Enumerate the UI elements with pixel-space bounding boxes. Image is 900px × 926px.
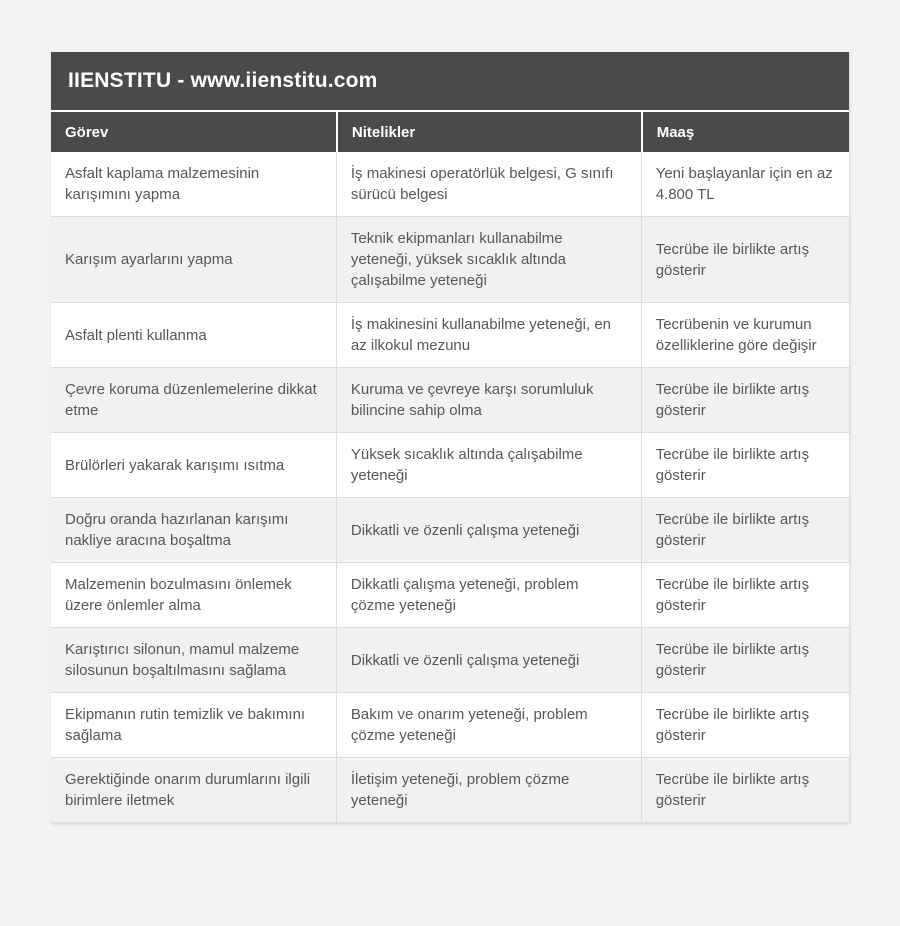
cell-gorev: Çevre koruma düzenlemelerine dikkat etme xyxy=(65,381,317,419)
cell-gorev: Asfalt kaplama malzemesinin karışımını yapma xyxy=(65,165,260,203)
table-row xyxy=(51,498,849,563)
cell-nitelikler: İş makinesini kullanabilme yeteneği, en az ilkokul mezunu xyxy=(336,303,641,367)
cell-nitelikler: Bakım ve onarım yeteneği, problem çözme yeteneği xyxy=(336,693,641,757)
cell-nitelikler: İletişim yeteneği, problem çözme yeteneği xyxy=(336,758,641,822)
table-row xyxy=(51,303,849,368)
cell-gorev: Gerektiğinde onarım durumlarını ilgili birimlere iletmek xyxy=(65,771,311,809)
cell-maas: Tecrübe ile birlikte artış gösterir xyxy=(641,628,849,692)
cell-nitelikler: Dikkatli ve özenli çalışma yeteneği xyxy=(336,498,641,562)
cell-gorev: Karıştırıcı silonun, mamul malzeme silosunun boşaltılmasını sağlama xyxy=(65,641,300,679)
cell-maas: Tecrübe ile birlikte artış gösterir xyxy=(641,217,849,302)
cell-nitelikler: Dikkatli ve özenli çalışma yeteneği xyxy=(336,628,641,692)
table-row xyxy=(51,563,849,628)
cell-maas: Tecrübe ile birlikte artış gösterir xyxy=(641,563,849,627)
table-row xyxy=(51,628,849,693)
cell-gorev: Brülörleri yakarak karışımı ısıtma xyxy=(65,456,285,474)
cell-nitelikler: Kuruma ve çevreye karşı sorumluluk bilincine sahip olma xyxy=(336,368,641,432)
cell-maas: Tecrübenin ve kurumun özelliklerine göre değişir xyxy=(641,303,849,367)
table-row xyxy=(51,152,849,217)
cell-gorev: Ekipmanın rutin temizlik ve bakımını sağlama xyxy=(65,706,306,744)
cell-nitelikler: Yüksek sıcaklık altında çalışabilme yeteneği xyxy=(336,433,641,497)
cell-maas: Tecrübe ile birlikte artış gösterir xyxy=(641,433,849,497)
table-body xyxy=(51,152,849,823)
cell-maas: Tecrübe ile birlikte artış gösterir xyxy=(641,368,849,432)
cell-nitelikler: İş makinesi operatörlük belgesi, G sınıfı sürücü belgesi xyxy=(336,152,641,216)
table-title-bar xyxy=(51,52,849,110)
cell-gorev: Karışım ayarlarını yapma xyxy=(65,251,233,268)
cell-maas: Tecrübe ile birlikte artış gösterir xyxy=(641,693,849,757)
table-row xyxy=(51,368,849,433)
page-title: IIENSTITU - www.iienstitu.com xyxy=(68,69,378,92)
column-header-maas: Maaş xyxy=(641,112,849,152)
cell-maas: Tecrübe ile birlikte artış gösterir xyxy=(641,758,849,822)
table-row xyxy=(51,433,849,498)
cell-nitelikler: Dikkatli çalışma yeteneği, problem çözme yeteneği xyxy=(336,563,641,627)
table-header-row xyxy=(51,110,849,152)
cell-gorev: Malzemenin bozulmasını önlemek üzere önlemler alma xyxy=(65,576,292,614)
cell-maas: Tecrübe ile birlikte artış gösterir xyxy=(641,498,849,562)
job-info-table xyxy=(51,52,849,823)
cell-nitelikler: Teknik ekipmanları kullanabilme yeteneği, yüksek sıcaklık altında çalışabilme yeteneği xyxy=(336,217,641,302)
cell-gorev: Doğru oranda hazırlanan karışımı nakliye aracına boşaltma xyxy=(65,511,289,549)
column-header-nitelikler: Nitelikler xyxy=(336,112,641,152)
column-header-gorev: Görev xyxy=(51,112,336,152)
cell-maas: Yeni başlayanlar için en az 4.800 TL xyxy=(641,152,849,216)
table-row xyxy=(51,758,849,823)
table-row xyxy=(51,693,849,758)
table-row xyxy=(51,217,849,303)
cell-gorev: Asfalt plenti kullanma xyxy=(65,326,207,344)
